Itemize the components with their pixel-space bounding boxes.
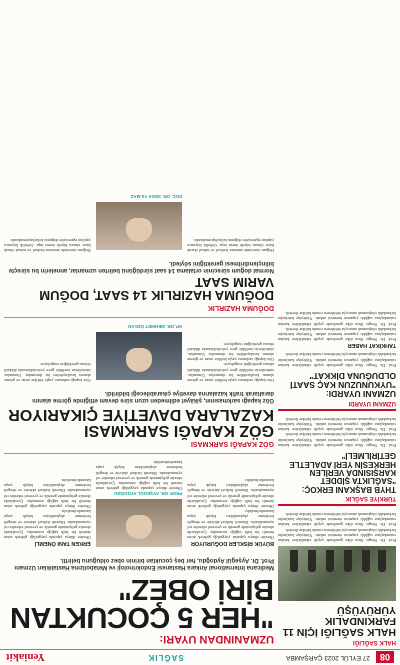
third-portrait	[96, 202, 183, 250]
third-kicker: DOĞUMA HAZIRLIK	[207, 303, 274, 311]
main-col-1	[187, 460, 274, 550]
second-body-1: Göz kapağı sarkması yaşla birlikte artan ve görme alanını kısıtlayabilen bir durumdur. Uzmanlar, sürücülerin özellikle gece yolculuklarında dikkatli olması gerektiğini vurguluyor.	[187, 362, 274, 383]
second-portrait	[96, 332, 183, 380]
story2-body: Prof. Dr. Nergis Akın ülke genelinde çeşitli etkinliklere katılan vatandaşlara sağlıklı yaşamın önemini anlattı. Yürüyüşe katılanlar farkındalık oluşturmak amacıyla belirlenen rotada birlikte ilerledi.	[278, 432, 396, 448]
second-deck: Göz kapağı sarkmasının, şikâyet edilmeden uzun süre devam ettiğinde görme alanını daraltarak trafik kazalarına davetiye çıkarabileceği bildirildi.	[32, 389, 274, 403]
portrait-caption: PROF. DR. AYŞEGÜL AYDOĞDU	[114, 491, 183, 497]
second-columns	[4, 324, 274, 383]
left-column	[278, 5, 396, 645]
main-body-2: Obezite dünya çapında yaygınlığı giderek artan önemli bir halk sağlığı sorunudur. Çocuklarda obezite gelişiminde genetik ve çevresel etkenler rol oynamaktadır. Düzenli fiziksel aktivite ve dengeli beslenme alışkanlıkları küçük yaşta kazandırılmalıdır.	[95, 460, 183, 492]
second-col-1	[187, 324, 274, 383]
third-body-1: Doğum sürecinde annenin fiziksel ve ruhsal olarak hazır olması büyük önem taşır. Gebelik boyunca yapılan egzersizler doğumu kolaylaştırmaktadır.	[187, 237, 274, 253]
story3-kicker: UZMANI UYARDI	[348, 399, 396, 406]
story2-headline: THYB BAŞKANI ERKOÇ: "SAĞLIKTA ŞİDDET KARŞISINDA VERİLEN HERKESİN YERİ ADALETLE GETİRİLMELİ"	[289, 451, 396, 494]
main-subhead-1: BÜYÜK RİSKLER DOĞURUYOR	[190, 540, 274, 547]
third-headline: DOĞUMA HAZIRLIK 14 SAAT, DOĞUM VARIM SAAT	[39, 274, 274, 303]
story1-body-2: Prof. Dr. Nergis Akın ülke genelinde çeşitli etkinliklere katılan vatandaşlara sağlıklı yaşamın önemini anlattı. Yürüyüşe katılanlar farkındalık oluşturmak amacıyla belirlenen rotada birlikte ilerledi.	[278, 511, 396, 528]
third-col-3	[4, 194, 91, 253]
story2-body-2: Prof. Dr. Nergis Akın ülke genelinde çeşitli etkinliklere katılan vatandaşlara sağlıklı yaşamın önemini anlattı. Yürüyüşe katılanlar farkındalık oluşturmak amacıyla belirlenen rotada birlikte ilerledi.	[278, 416, 396, 433]
second-headline: GÖZ KAPAĞI SARKMASI KAZALARA DAVETİYE ÇIKARIYOR	[8, 405, 274, 439]
doctor-portrait	[96, 499, 183, 547]
story2-kicker: TÜRKİYE SAĞLIK	[345, 494, 396, 501]
story3-headline: UZMANI UYARDI: "UYKUNUZUN KAÇ SAATİ OLDUĞUNA DİKKAT"	[290, 370, 396, 399]
second-body-1b: Göz kapağı sarkması yaşla birlikte artan ve görme alanını kısıtlayabilen bir durumdur. Uzmanlar, sürücülerin özellikle gece yolculuklarında dikkatli olması gerektiğini vurguluyor.	[187, 341, 274, 363]
page-header	[0, 649, 400, 665]
second-col-2	[96, 324, 183, 383]
main-columns	[4, 460, 274, 550]
section-label: SAĞLIK	[147, 653, 184, 662]
main-col-2	[96, 460, 183, 550]
third-columns	[4, 194, 274, 253]
main-deck: Medicana International Ankara Hastanesi Endokrinoloji ve Metabolizma Hastalıkları Uzmanı Prof. Dr. Ayşegül Aydoğdu, her beş çocuktan birinin obez olduğunu belirtti.	[14, 557, 274, 571]
page-date: 27 EYLÜL 2023 ÇARŞAMBA	[286, 654, 370, 661]
walk-photo	[278, 546, 396, 601]
third-col-2	[96, 194, 183, 253]
second-kicker: GÖZ KAPAĞI SARKMASI	[190, 439, 274, 447]
story3-body: Prof. Dr. Nergis Akın ülke genelinde çeşitli etkinliklere katılan vatandaşlara sağlıklı yaşamın önemini anlattı. Yürüyüşe katılanlar farkındalık oluşturmak amacıyla belirlenen rotada birlikte ilerledi.	[278, 352, 396, 368]
main-subhead-2: ERKEN TANI ÖNEMLİ	[34, 540, 91, 547]
third-body-3: Doğum sürecinde annenin fiziksel ve ruhsal olarak hazır olması büyük önem taşır. Gebelik boyunca yapılan egzersizler doğumu kolaylaştırmaktadır.	[3, 237, 91, 253]
main-col-3	[4, 460, 91, 550]
second-caption: OP. DR. MEHMET ÖZKAN	[128, 323, 183, 329]
divider-1	[4, 453, 274, 454]
page-number: 08	[376, 652, 394, 664]
story3-body-2: Prof. Dr. Nergis Akın ülke genelinde çeşitli etkinliklere katılan vatandaşlara sağlıklı yaşamın önemini anlattı. Yürüyüşe katılanlar farkındalık oluşturmak amacıyla belirlenen rotada birlikte ilerledi.	[278, 326, 396, 343]
third-col-1	[187, 194, 274, 253]
main-area	[4, 5, 274, 645]
brand-logo: Yeniakit	[6, 651, 46, 664]
story2	[278, 417, 396, 506]
story3	[278, 311, 396, 411]
story1-body: Prof. Dr. Nergis Akın ülke genelinde çeşitli etkinliklere katılan vatandaşlara sağlıklı yaşamın önemini anlattı. Yürüyüşe katılanlar farkındalık oluşturmak amacıyla belirlenen rotada birlikte ilerledi.	[278, 527, 396, 543]
main-kicker: UZMANINDAN UYARI:	[159, 633, 274, 645]
main-body-3: Obezite dünya çapında yaygınlığı giderek artan önemli bir halk sağlığı sorunudur. Çocuklarda obezite gelişiminde genetik ve çevresel etkenler rol oynamaktadır. Düzenli fiziksel aktivite ve dengeli beslenme alışkanlıkları küçük yaşta kazandırılmalıdır.	[3, 509, 91, 541]
main-body-3b: Obezite dünya çapında yaygınlığı giderek artan önemli bir halk sağlığı sorunudur. Çocuklarda obezite gelişiminde genetik ve çevresel etkenler rol oynamaktadır. Düzenli fiziksel aktivite ve dengeli beslenme alışkanlıkları küçük yaşta kazandırılmalıdır.	[3, 477, 91, 509]
story1-kicker: HALK SAĞLIĞI	[353, 639, 396, 645]
main-body-1: Obezite dünya çapında yaygınlığı giderek artan önemli bir halk sağlığı sorunudur. Çocuklarda obezite gelişiminde genetik ve çevresel etkenler rol oynamaktadır. Düzenli fiziksel aktivite ve dengeli beslenme alışkanlıkları küçük yaşta kazandırılmalıdır.	[187, 509, 274, 541]
third-caption: DOÇ. DR. SEDA YILMAZ	[130, 193, 183, 199]
third-deck: Normal doğum sürecinin ortalama 14 saat sürdüğünü belirten uzmanlar, annelerin bu süreçte bilinçlendirilmesi gerektiğini söyledi.	[8, 259, 274, 273]
story1-headline: HALK SAĞLIĞI İÇİN 11 FARKINDALIK YÜRÜYÜŞÜ	[282, 603, 396, 638]
second-body-3: Göz kapağı sarkması yaşla birlikte artan ve görme alanını kısıtlayabilen bir durumdur. Uzmanlar, sürücülerin özellikle gece yolculuklarında dikkatli olması gerektiğini vurguluyor.	[3, 362, 91, 383]
story4-kicker: TAHKİKAT HABER	[347, 342, 396, 349]
story3-body-3: Prof. Dr. Nergis Akın ülke genelinde çeşitli etkinliklere katılan vatandaşlara sağlıklı yaşamın önemini anlattı. Yürüyüşe katılanlar farkındalık oluşturmak amacıyla belirlenen rotada birlikte ilerledi.	[278, 311, 396, 327]
main-headline: "HER 5 ÇOCUKTAN BİRİ OBEZ"	[10, 572, 274, 633]
main-body-1b: Obezite dünya çapında yaygınlığı giderek artan önemli bir halk sağlığı sorunudur. Çocuklarda obezite gelişiminde genetik ve çevresel etkenler rol oynamaktadır. Düzenli fiziksel aktivite ve dengeli beslenme alışkanlıkları küçük yaşta kazandırılmalıdır.	[187, 477, 274, 509]
divider-2	[4, 317, 274, 318]
second-col-3	[4, 324, 91, 383]
